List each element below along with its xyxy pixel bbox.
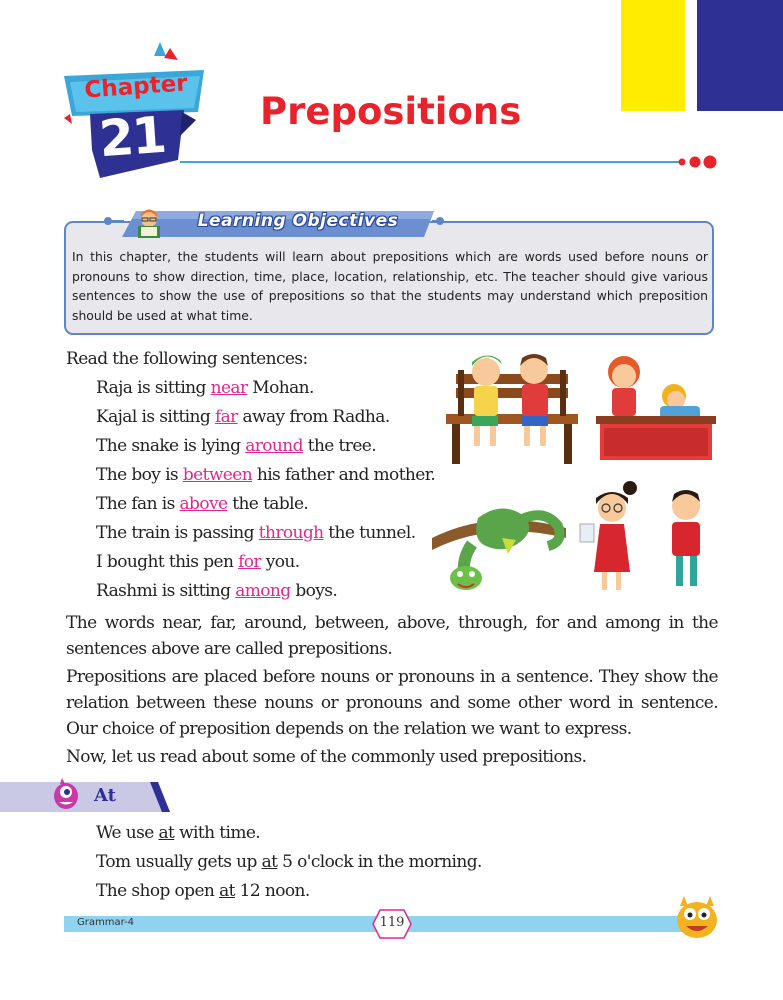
boys-on-bench-illustration bbox=[442, 350, 582, 466]
example-sentence: Raja is sitting near Mohan. bbox=[96, 378, 314, 398]
explanation-paragraph: The words near, far, around, between, above, through, for and among in the sentences above are called prepositions. bbox=[66, 613, 718, 659]
intro-text: Read the following sentences: bbox=[66, 349, 308, 369]
section-heading-bar bbox=[0, 782, 170, 812]
preposition-word: far bbox=[214, 407, 238, 427]
lo-dot-right bbox=[436, 217, 444, 225]
chapter-label: Chapter bbox=[83, 70, 189, 104]
lo-dot-left bbox=[104, 217, 112, 225]
girls-at-desk-illustration bbox=[594, 350, 718, 466]
preposition-word: among bbox=[235, 581, 291, 601]
preposition-word: around bbox=[245, 436, 303, 456]
preposition-word: through bbox=[258, 523, 324, 543]
monster-icon bbox=[50, 778, 82, 812]
chapter-number: 21 bbox=[97, 105, 167, 169]
footer-book-title: Grammar-4 bbox=[77, 917, 135, 928]
learning-objectives-text: In this chapter, the students will learn about prepositions which are words used before nouns or pronouns to show direction, time, place, location, relationship, etc. The teacher should give various sentences to show the use of prepositions so that the students may understand which preposition should be used at what time. bbox=[72, 249, 708, 323]
example-sentence: Rashmi is sitting among boys. bbox=[96, 581, 338, 601]
page-number: 119 bbox=[379, 915, 405, 930]
preposition-word: near bbox=[210, 378, 248, 398]
preposition-word: above bbox=[179, 494, 228, 514]
preposition-word: at bbox=[158, 823, 175, 843]
corner-bar-yellow bbox=[621, 0, 685, 111]
section-sentence: The shop open at 12 noon. bbox=[96, 881, 310, 901]
example-sentence: Kajal is sitting far away from Radha. bbox=[96, 407, 390, 427]
preposition-word: for bbox=[238, 552, 261, 572]
section-sentence: Tom usually gets up at 5 o'clock in the morning. bbox=[96, 852, 482, 872]
page-title: Prepositions bbox=[260, 90, 522, 133]
preposition-word: at bbox=[219, 881, 235, 901]
preposition-word: between bbox=[182, 465, 253, 485]
example-sentence: The snake is lying around the tree. bbox=[96, 436, 377, 456]
example-sentence: I bought this pen for you. bbox=[96, 552, 300, 572]
snake-on-branch-illustration bbox=[432, 498, 568, 600]
kids-walking-illustration bbox=[572, 480, 720, 596]
footer-monster-icon bbox=[672, 894, 722, 940]
preposition-word: at bbox=[261, 852, 278, 872]
definition-paragraph: Prepositions are placed before nouns or pronouns in a sentence. They show the relation between these nouns or pronouns and some other word in sentence. Our choice of preposition depends on the relation we want to express. bbox=[66, 667, 718, 739]
corner-bar-navy bbox=[697, 0, 783, 111]
transition-paragraph: Now, let us read about some of the commonly used prepositions. bbox=[66, 747, 587, 767]
learning-objectives-heading: Learning Objectives bbox=[197, 211, 399, 231]
example-sentence: The boy is between his father and mother. bbox=[96, 465, 436, 485]
title-underline bbox=[180, 161, 680, 163]
example-sentence: The fan is above the table. bbox=[96, 494, 309, 514]
title-dots bbox=[677, 154, 719, 170]
example-sentence: The train is passing through the tunnel. bbox=[96, 523, 416, 543]
section-title: At bbox=[94, 785, 116, 806]
section-sentence: We use at with time. bbox=[96, 823, 261, 843]
